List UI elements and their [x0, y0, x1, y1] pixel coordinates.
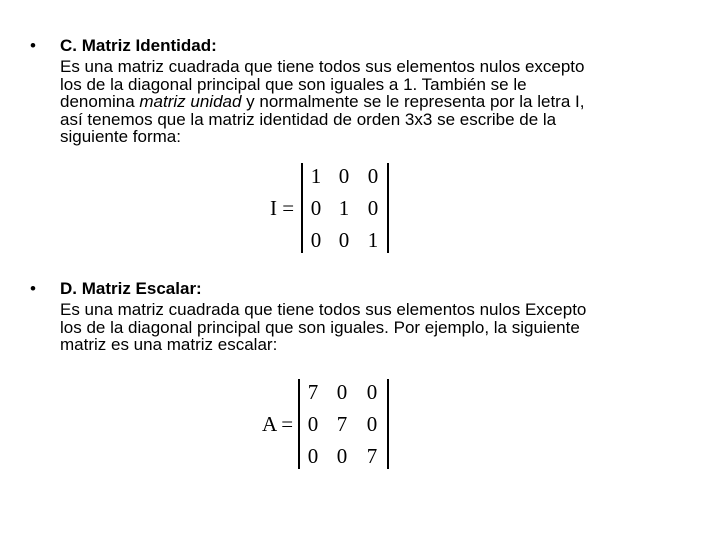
paragraph-line: los de la diagonal principal que son iguales a 1. También se le: [60, 74, 527, 94]
right-bracket: [387, 379, 389, 469]
matrix-cell: 0: [310, 196, 322, 220]
section-paragraph: [60, 58, 690, 146]
matrix-cell: 0: [307, 412, 319, 436]
right-bracket: [387, 163, 389, 253]
line-segment: y normalmente se le representa por la letra I,: [241, 92, 585, 111]
paragraph-line: [60, 93, 690, 111]
left-bracket: [298, 379, 300, 469]
section-heading: C. Matriz Identidad:: [60, 36, 217, 55]
matrix-cell: 0: [366, 380, 378, 404]
matrix-cell: 0: [338, 228, 350, 252]
line-segment: denomina: [60, 92, 140, 111]
matrix-cell: 0: [366, 412, 378, 436]
matrix-cell: 0: [336, 444, 348, 468]
matrix-cell: 0: [310, 228, 322, 252]
bullet: •: [30, 36, 36, 55]
paragraph-line: Es una matriz cuadrada que tiene todos sus elementos nulos Excepto: [60, 300, 587, 319]
matrix-cell: 0: [367, 164, 379, 188]
left-bracket: [301, 163, 303, 253]
matrix-cell: 0: [338, 164, 350, 188]
matrix-cell: 0: [367, 196, 379, 220]
section-paragraph: [60, 301, 690, 354]
matrix-cell: 1: [367, 228, 379, 252]
paragraph-line: siguiente forma:: [60, 127, 181, 146]
matrix-label: A =: [262, 412, 294, 436]
paragraph-line: Es una matriz cuadrada que tiene todos sus elementos nulos excepto: [60, 57, 585, 76]
paragraph-line: así tenemos que la matriz identidad de orden 3x3 se escribe de la: [60, 109, 557, 129]
bullet: •: [30, 279, 36, 298]
matrix-cell: 7: [366, 444, 378, 468]
section-identity: [30, 37, 690, 157]
matrix-cell: 0: [336, 380, 348, 404]
matrix-cell: 7: [307, 380, 319, 404]
scalar-matrix: [260, 376, 400, 472]
matrix-label: I =: [270, 196, 295, 220]
paragraph-line: los de la diagonal principal que son iguales. Por ejemplo, la siguiente: [60, 317, 580, 337]
identity-matrix: [268, 160, 398, 256]
section-scalar: [30, 280, 690, 370]
matrix-cell: 7: [336, 412, 348, 436]
emphasis-term: matriz unidad: [139, 92, 242, 111]
matrix-cell: 1: [338, 196, 350, 220]
section-heading: D. Matriz Escalar:: [60, 279, 202, 298]
matrix-cell: 0: [307, 444, 319, 468]
paragraph-line: matriz es una matriz escalar:: [60, 335, 278, 354]
matrix-cell: 1: [310, 164, 322, 188]
